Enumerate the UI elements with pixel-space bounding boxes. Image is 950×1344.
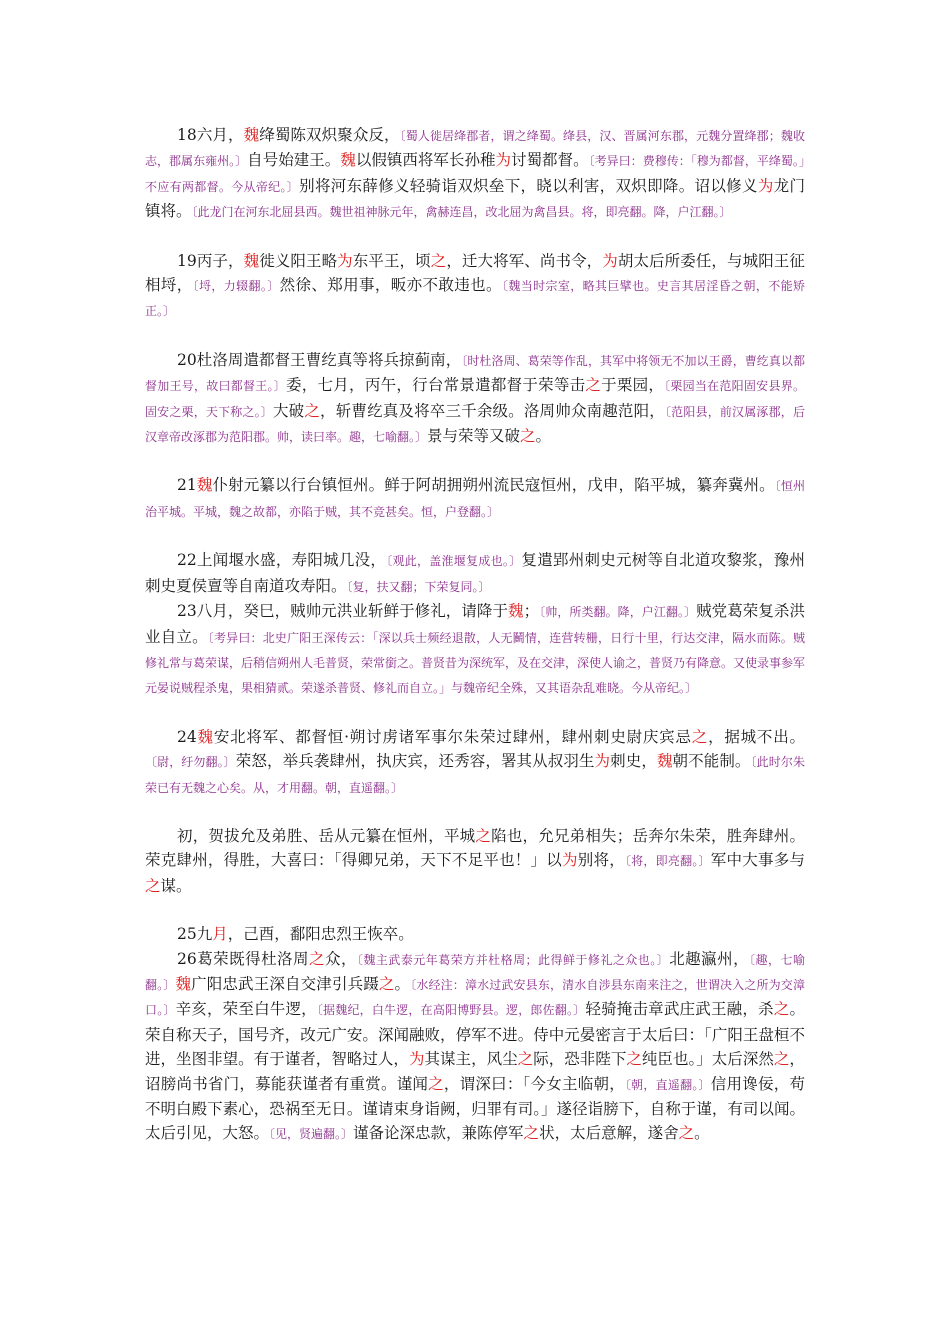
paragraph-20: [145, 348, 805, 450]
body-text: 讨蜀都督。: [511, 151, 589, 170]
highlighted-char: 之: [773, 1000, 790, 1019]
highlighted-char: 为: [562, 851, 578, 870]
body-text: 18六月，: [177, 126, 244, 144]
body-text: 东平王，顷: [352, 251, 431, 270]
annotation-note: 〔此龙门在河东北屈县西。魏世祖神脉元年，禽赫连昌，改北屈为禽昌县。将，即亮翻。降，户江翻。〕: [191, 205, 732, 220]
body-text: 24: [177, 727, 197, 746]
highlighted-char: 魏: [243, 126, 260, 144]
highlighted-char: 之: [378, 974, 395, 993]
highlighted-char: 魏: [508, 602, 524, 621]
annotation-note: 〔恒州治平城。平城，魏之故都，亦陷于贼，其不竞甚矣。恒，户登翻。〕: [145, 479, 805, 519]
annotation-note: 〔埒，力辍翻。〕: [192, 279, 280, 294]
body-text: 龙门镇将。: [145, 176, 805, 221]
highlighted-char: 之: [428, 1074, 444, 1093]
body-text: 际，恐非陛下: [533, 1050, 627, 1069]
highlighted-char: 之: [523, 1124, 540, 1143]
highlighted-char: 为: [602, 251, 618, 270]
paragraph-18: [145, 123, 805, 225]
annotation-note: 〔蜀人徙居绛郡者，谓之绛蜀。绛县，汉、晋属河东郡，元魏分置绛郡；魏收志，郡属东雍州。〕: [145, 129, 805, 169]
body-text: 20杜洛周遣都督王曹纥真等将兵掠蓟南，: [177, 350, 462, 369]
body-text: 广阳忠武王深自交津引兵蹑: [191, 974, 379, 993]
annotation-note: 〔范阳县，前汉属涿郡，后汉章帝改涿郡为范阳郡。帅，读曰率。趣，七喻翻。〕: [145, 404, 805, 445]
body-text: 辛亥，荣至白牛逻，: [175, 1000, 317, 1019]
annotation-note: 〔据魏纪，白牛逻，在高阳博野县。逻，郎佐翻。〕: [316, 1003, 586, 1018]
body-text: 景与荣等又破: [427, 427, 521, 446]
body-text: 其谋主，风尘: [424, 1050, 518, 1069]
body-text: 刺史，: [610, 752, 657, 771]
body-text: 23八月，癸巳，贼帅元洪业斩鲜于修礼，请降于: [177, 602, 509, 621]
highlighted-char: 为: [495, 151, 512, 170]
annotation-note: 〔魏主武泰元年葛荣方并杜格周；此得鲜于修礼之众也。〕: [356, 952, 670, 967]
highlighted-char: 之: [145, 876, 161, 895]
paragraph-21: [145, 473, 805, 524]
body-text: 委，七月，丙午，行台常景遣都督于荣等击: [286, 376, 586, 395]
highlighted-char: 魏: [175, 974, 192, 993]
annotation-note: 〔观此，盖淮堰复成也。〕: [386, 554, 522, 569]
annotation-note: 〔复，扶又翻；下荣复同。〕: [346, 579, 491, 594]
body-text: 荣怒，举兵袭肆州，执庆宾，还秀容，署其从叔羽生: [235, 752, 595, 771]
body-text: ，诏膀尚书省门，募能获谨者有重赏。谨闻: [145, 1050, 805, 1093]
body-text: ；: [523, 602, 540, 621]
body-text: 复遣郢州刺史元树等自北道攻黎浆，豫州刺史夏侯亶等自南道攻寿阳。: [145, 551, 805, 595]
body-text: 北趣瀛州，: [669, 949, 750, 968]
document-body: [145, 123, 805, 1147]
body-text: 自号始建王。: [247, 151, 341, 170]
body-text: ，己酉，鄱阳忠烈王恢卒。: [227, 925, 414, 944]
body-text: 26葛荣既得杜洛周: [177, 949, 309, 968]
body-text: 谋。: [160, 876, 192, 895]
body-text: ，迁大将军、尚书令，: [446, 251, 603, 270]
body-text: 21: [177, 476, 197, 495]
body-text: 以假镇西将军长孙稚: [355, 151, 496, 170]
highlighted-char: 之: [520, 427, 536, 446]
body-text: 胡太后所委任，与城阳王征相埒，: [145, 251, 805, 295]
body-text: 别将，: [577, 851, 625, 870]
paragraph-26: [145, 947, 805, 1147]
body-text: 别将河东薛修义轻骑诣双炽垒下，晓以利害，双炽即降。诏以修义: [299, 176, 758, 195]
annotation-note: 〔时杜洛周、葛荣等作乱，其军中将领无不加以王爵，曹纥真以都督加王号，故曰都督王。〕: [145, 353, 805, 394]
body-text: 22上闻堰水盛，寿阳城几没，: [177, 551, 387, 570]
body-text: 贼党葛荣复杀洪业自立。: [145, 602, 805, 646]
annotation-note: 〔水经注：漳水过武安县东，清水自涉县东南来注之，世谓决入之所为交漳口。〕: [145, 977, 805, 1018]
body-text: 徙义阳王略: [259, 251, 338, 270]
annotation-note: 〔魏当时宗室，略其巨擘也。史言其居淫昏之朝，不能矫正。〕: [145, 279, 805, 319]
body-text: 。: [694, 1124, 710, 1143]
paragraph-22: [145, 548, 805, 599]
body-text: 信用谗佞，苟不明白殿下素心，恐祸至无日。谨请束身诣阙，归罪有司。」遂径诣膀下，自称于谨，有司以闻。太后引见，大怒。: [145, 1074, 805, 1143]
body-text: 19丙子，: [177, 251, 244, 270]
highlighted-char: 之: [430, 251, 447, 270]
annotation-note: 〔栗园当在范阳固安县界。固安之栗，天下称之。〕: [145, 379, 805, 419]
body-text: 众，: [324, 949, 357, 968]
body-text: 安北将军、都督恒·朔讨虏诸军事尔朱荣过肆州，肆州刺史尉庆宾忌: [213, 727, 692, 746]
highlighted-char: 之: [585, 376, 602, 395]
highlighted-char: 魏: [340, 151, 356, 170]
highlighted-char: 魏: [196, 727, 214, 746]
highlighted-char: 之: [309, 949, 325, 968]
highlighted-char: 之: [517, 1050, 534, 1069]
paragraph-23: [145, 599, 805, 701]
body-text: 。: [535, 427, 552, 446]
body-text: 。: [394, 974, 411, 993]
body-text: 。荣自称天子，国号齐，改元广安。深闻融败，停军不进。侍中元晏密言于太后曰：「广阳王盘桓不进，坐图非望。有于谨者，智略过人，: [145, 1000, 805, 1069]
body-text: ，谓深曰：「今女主临朝，: [443, 1074, 625, 1093]
body-text: 状，太后意解，遂舍: [539, 1124, 679, 1143]
body-text: 于栗园，: [601, 376, 665, 395]
highlighted-char: 之: [626, 1050, 642, 1069]
paragraph-24: [145, 725, 805, 800]
body-text: 朝不能制。: [672, 752, 751, 771]
annotation-note: 〔考异曰：北史广阳王深传云：「深以兵士频经退散，人无鬭情，连营转栅，日行十里，行达交津，隔水而陈。贼修礼常与葛荣谋，后稍信朔州人毛普贤，荣常銜之。普贤昔为深统军，及在交津，深使人谕之，普贤乃有降意。又使录事参军元晏说贼程杀鬼，果相猜贰。荣遂杀普贤、修礼而自立。」与魏帝纪全殊，又其语杂乱难晓。今从帝纪。〕: [145, 630, 806, 696]
body-text: ，据城不出。: [708, 727, 805, 746]
annotation-note: 〔将，即亮翻。〕: [624, 854, 711, 869]
highlighted-char: 之: [691, 727, 709, 746]
annotation-note: 〔尉，纡勿翻。〕: [145, 755, 236, 770]
body-text: 初，贺拔允及弟胜、岳从元纂在恒州，平城: [177, 826, 476, 845]
highlighted-char: 为: [757, 176, 774, 195]
body-text: 轻骑掩击章武庄武王融，杀: [585, 1000, 774, 1019]
annotation-note: 〔趣，七喻翻。〕: [145, 952, 805, 992]
body-text: 谨备论深忠款，兼陈停军: [353, 1124, 524, 1143]
body-text: 然徐、郑用事，畈亦不敢违也。: [279, 276, 502, 295]
highlighted-char: 为: [594, 752, 611, 771]
highlighted-char: 之: [475, 826, 492, 845]
highlighted-char: 月: [212, 925, 228, 944]
annotation-note: 〔见，贤遍翻。〕: [269, 1127, 354, 1142]
body-text: 绛蜀陈双炽聚众反，: [259, 126, 400, 144]
body-text: 军中大事多与: [710, 851, 805, 870]
annotation-note: 〔帅，所类翻。降，户江翻。〕: [539, 605, 697, 620]
paragraph-24b: [145, 824, 805, 898]
annotation-note: 〔朝，直遥翻。〕: [624, 1077, 711, 1092]
highlighted-char: 之: [304, 401, 321, 420]
highlighted-char: 魏: [196, 476, 213, 495]
highlighted-char: 之: [678, 1124, 695, 1143]
highlighted-char: 魏: [656, 752, 673, 771]
annotation-note: 〔此时尔朱荣已有无魏之心矣。从，才用翻。朝，直遥翻。〕: [145, 755, 805, 795]
paragraph-25: [145, 922, 805, 946]
body-text: 大破: [272, 401, 305, 420]
highlighted-char: 为: [337, 251, 353, 270]
highlighted-char: 之: [773, 1050, 790, 1069]
paragraph-19: [145, 249, 805, 324]
body-text: ，斩曹纥真及将卒三千余级。洛周帅众南趣范阳，: [320, 401, 665, 420]
body-text: 25九: [177, 925, 213, 944]
highlighted-char: 为: [408, 1050, 425, 1069]
highlighted-char: 魏: [243, 251, 260, 270]
body-text: 仆射元纂以行台镇恒州。鲜于阿胡拥朔州流民寇恒州，戊申，陷平城，纂奔冀州。: [212, 476, 775, 495]
body-text: 纯臣也。」太后深然: [641, 1050, 774, 1069]
annotation-note: 〔考异曰：费穆传：「穆为都督，平绛蜀。」不应有两都督。今从帝纪。〕: [145, 154, 805, 194]
body-text: 陷也，允兄弟相失；岳奔尔朱荣，胜奔肆州。荣克肆州，得胜，大喜曰：「得卿兄弟，天下不足平也！」以: [145, 826, 805, 870]
